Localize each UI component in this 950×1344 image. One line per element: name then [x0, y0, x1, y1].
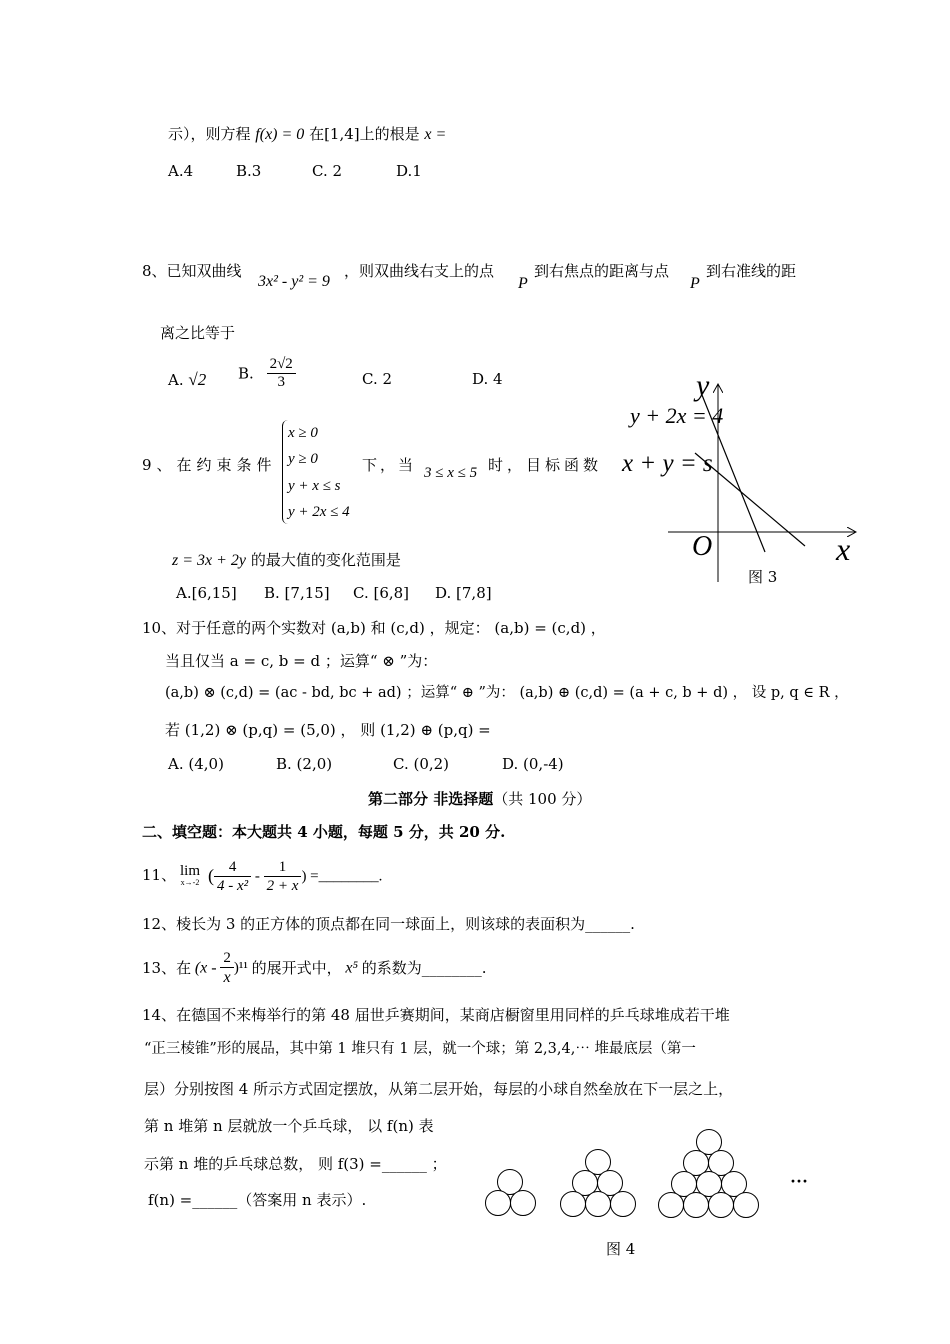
- q9-tail: 时，目标函数: [488, 456, 603, 474]
- q8-lead: 8、已知双曲线: [142, 262, 242, 280]
- q13-fraction: [220, 949, 234, 987]
- figure-4-ellipsis: ···: [790, 1171, 809, 1191]
- section-heading: 二、填空题：本大题共 4 小题，每题 5 分，共 20 分.: [142, 823, 506, 841]
- q7-var: x =: [424, 126, 447, 143]
- q9-objective: z = 3x + 2y: [172, 552, 247, 569]
- q11-lead: 11、: [142, 866, 177, 884]
- q7-option-a[interactable]: A.4: [168, 162, 194, 180]
- q13-lead: 13、在: [142, 959, 192, 978]
- q7-option-c[interactable]: C. 2: [312, 162, 343, 180]
- q11-open-paren: (: [208, 865, 214, 886]
- figure-3-graph: [600, 365, 870, 595]
- q7-cont-text: 示），则方程: [168, 125, 251, 143]
- q8-option-b-fraction: [267, 356, 296, 391]
- q14-line1: 14、在德国不来梅举行的第 48 届世乒赛期间，某商店橱窗里用同样的乒乓球堆成若干堆: [142, 1006, 730, 1024]
- q11-lim-sub: x→-2: [180, 878, 200, 887]
- q10-line4: 若 (1,2) ⊗ (p,q) = (5,0) ， 则 (1,2) ⊕ (p,q) =: [165, 721, 491, 739]
- line2-label: x + y = s: [622, 450, 713, 477]
- axis-label-x: x: [836, 531, 851, 567]
- q14-line5: 示第 n 堆的乒乓球总数， 则 f(3) =______ ；: [144, 1155, 447, 1173]
- q11-f2-num: 1: [264, 858, 302, 877]
- q9-option-d[interactable]: D. [7,8]: [435, 584, 492, 602]
- part2-title-tail: （共 100 分）: [493, 790, 592, 808]
- q11-fraction2: [264, 858, 302, 895]
- q11-f1-den: 4 - x²: [217, 878, 249, 894]
- q7-mid-text: 在[1,4]上的根是: [309, 125, 420, 143]
- pyramid-10: [659, 1130, 759, 1218]
- q8-option-a-value: √2: [188, 370, 207, 389]
- q8-line1: [142, 262, 242, 280]
- pyramid-6: [561, 1150, 636, 1217]
- q9-constraint-2: y ≥ 0: [288, 451, 318, 467]
- q8-point-p2: P: [690, 275, 700, 292]
- q8-option-a-label: A.: [168, 371, 184, 389]
- q8-option-b-den: 3: [277, 374, 285, 390]
- figure-4-caption: 图 4: [606, 1240, 636, 1258]
- q13-tail: 的系数为________.: [361, 959, 487, 978]
- axis-label-y: y: [696, 369, 710, 402]
- q10-option-b[interactable]: B. (2,0): [276, 755, 333, 773]
- q8-tail: 到右准线的距: [706, 262, 797, 280]
- q10-line1: 10、对于任意的两个实数对 (a,b) 和 (c,d) ，规定： (a,b) = (c,d) ，: [142, 619, 606, 637]
- q11-fraction1: [214, 858, 251, 895]
- q9-constraint-3: y + x ≤ s: [288, 478, 341, 494]
- q8-mid2: 到右焦点的距离与点: [534, 262, 670, 280]
- q8-option-a[interactable]: [168, 370, 206, 390]
- q9-option-b[interactable]: B. [7,15]: [264, 584, 330, 602]
- figure-4-balls: [480, 1125, 820, 1225]
- origin-label: O: [692, 531, 713, 562]
- q13-expr-post: )¹¹: [233, 960, 248, 977]
- q8-option-b-label: B.: [238, 364, 254, 383]
- q8-mid1: ，则双曲线右支上的点: [344, 262, 495, 280]
- line1-label: y + 2x = 4: [630, 403, 724, 428]
- q8-point-p1: P: [518, 275, 528, 292]
- q8-option-c[interactable]: C. 2: [362, 370, 393, 388]
- q7-option-b[interactable]: B.3: [236, 162, 262, 180]
- q14-line4: 第 n 堆第 n 层就放一个乒乓球， 以 f(n) 表: [144, 1117, 434, 1135]
- q8-option-b-num: 2√2: [267, 356, 296, 374]
- q13-expr-pre: (x -: [194, 959, 217, 977]
- q9-option-c[interactable]: C. [6,8]: [353, 584, 410, 602]
- q10-line3: (a,b) ⊗ (c,d) = (ac - bd, bc + ad) ；运算“ ⊕ ”为： (a,b) ⊕ (c,d) = (a + c, b + d) ， 设 p, q ∈ R ，: [165, 685, 849, 701]
- q10-option-a[interactable]: A. (4,0): [168, 755, 224, 773]
- q7-option-d[interactable]: D.1: [396, 162, 422, 180]
- part2-heading: [368, 790, 591, 808]
- q13-line: [142, 949, 487, 987]
- q9-range: 3 ≤ x ≤ 5: [424, 465, 478, 481]
- q11-limit: [180, 862, 200, 888]
- q11-lim-word: lim: [180, 863, 201, 879]
- q10-option-d[interactable]: D. (0,-4): [502, 755, 564, 773]
- q8-option-b[interactable]: [238, 356, 296, 391]
- q13-frac-den: x: [223, 969, 231, 986]
- q7-line: [168, 125, 446, 144]
- q8-option-d[interactable]: D. 4: [472, 370, 503, 388]
- q14-line2: “正三棱锥”形的展品，其中第 1 堆只有 1 层，就一个球；第 2,3,4,⋯ 堆最底层（第一: [144, 1041, 696, 1057]
- q9-constraint-1: x ≥ 0: [288, 425, 318, 441]
- q9-mid: 下，当: [362, 456, 417, 474]
- pyramid-3: [486, 1170, 536, 1216]
- figure-3-caption: 图 3: [748, 568, 778, 586]
- q11-f2-den: 2 + x: [266, 878, 299, 894]
- q11-tail: ) =________.: [301, 868, 383, 885]
- q11-expression: [208, 858, 382, 895]
- q8-equation: 3x² - y² = 9: [258, 273, 330, 290]
- q11-minus: -: [254, 868, 260, 885]
- q14-line3: 层）分别按图 4 所示方式固定摆放，从第二层开始，每层的小球自然垒放在下一层之上，: [144, 1080, 734, 1098]
- q9-constraint-4: y + 2x ≤ 4: [288, 504, 350, 520]
- q11-f1-num: 4: [214, 858, 251, 877]
- q10-option-c[interactable]: C. (0,2): [393, 755, 450, 773]
- q7-equation: f(x) = 0: [255, 126, 305, 143]
- q9-lead: 9、在约束条件: [142, 456, 277, 474]
- q13-frac-num: 2: [220, 949, 234, 968]
- q8-line2: 离之比等于: [160, 324, 236, 342]
- q13-mid: 的展开式中，: [251, 959, 342, 978]
- part2-title: 第二部分 非选择题: [368, 790, 494, 808]
- q9-option-a[interactable]: A.[6,15]: [176, 584, 237, 602]
- q14-line6: f(n) =______（答案用 n 表示）.: [148, 1191, 367, 1209]
- q12-text: 12、棱长为 3 的正方体的顶点都在同一球面上，则该球的表面积为______.: [142, 915, 635, 933]
- q9-line2-text: 的最大值的变化范围是: [250, 551, 401, 569]
- q9-line2: [172, 551, 401, 570]
- q13-power: x⁵: [345, 959, 359, 977]
- q10-line2: 当且仅当 a = c, b = d ；运算“ ⊗ ”为：: [165, 652, 438, 670]
